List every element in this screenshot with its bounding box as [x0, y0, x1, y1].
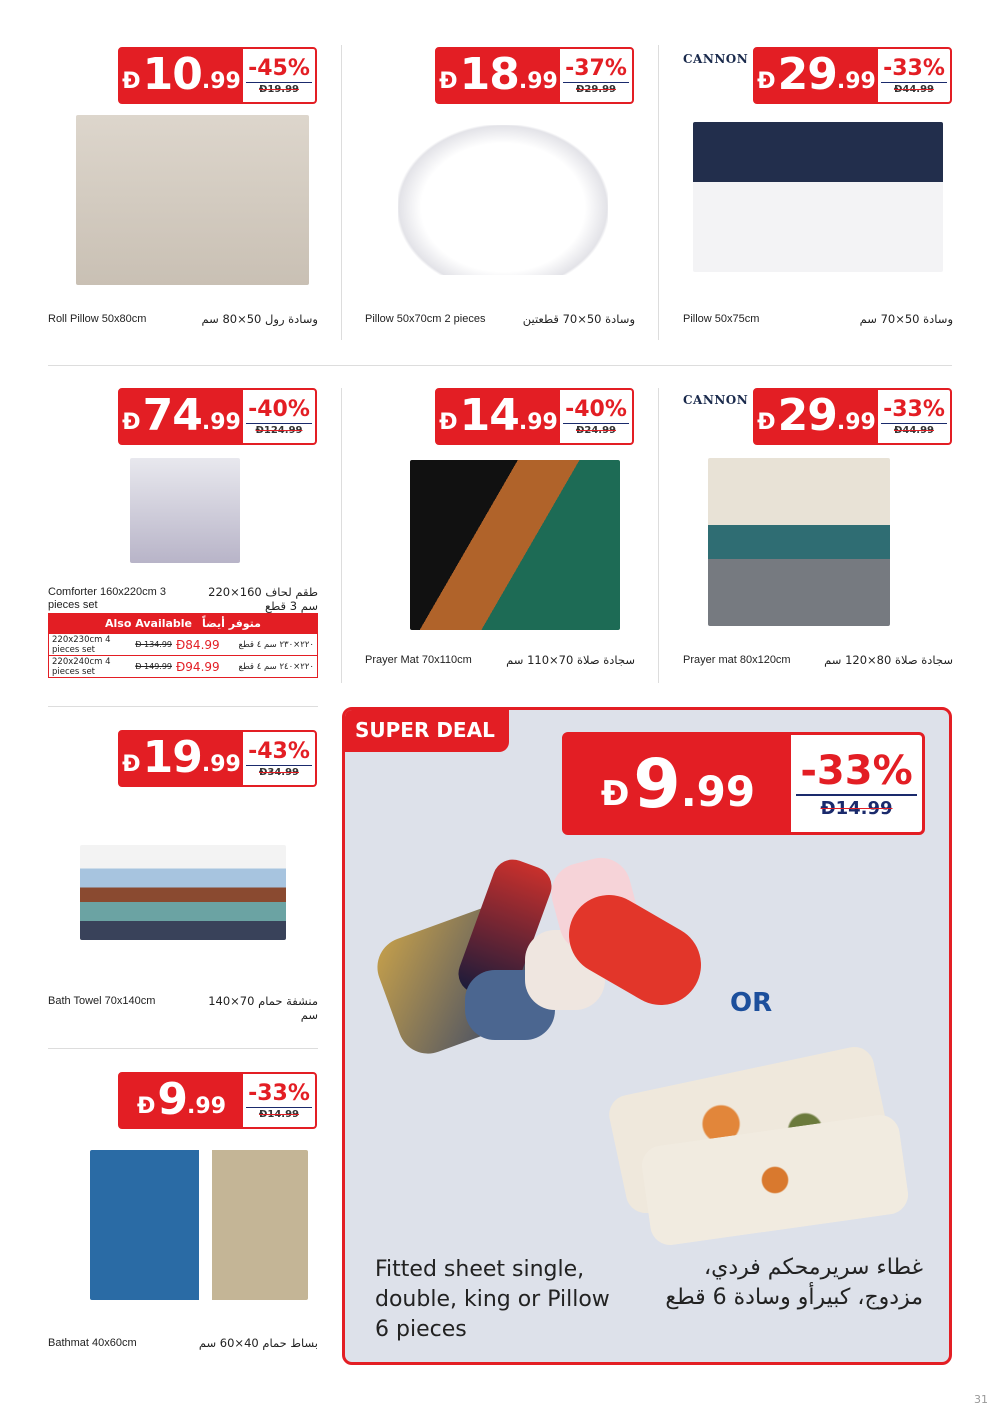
product-image[interactable]	[398, 125, 608, 275]
page-number: 31	[974, 1393, 988, 1406]
super-deal-label: SUPER DEAL	[345, 710, 509, 752]
variant-old-price: Đ 149.99	[135, 662, 172, 671]
product-image[interactable]	[76, 115, 309, 285]
price-main	[120, 732, 243, 785]
price-tag	[118, 47, 317, 104]
product-name-en: Bath Towel 70x140cm	[48, 995, 156, 1007]
variant-new-price: Đ84.99	[176, 637, 220, 652]
discount-badge: -33%	[248, 1081, 310, 1106]
product-name-en: Pillow 50x75cm	[683, 313, 760, 325]
discount-badge: -40%	[565, 397, 627, 422]
price-decimal: .99	[836, 69, 876, 94]
product-name-en: Prayer Mat 70x110cm	[365, 654, 472, 666]
price-decimal: .99	[201, 69, 241, 94]
currency-icon: Đ	[600, 774, 630, 814]
also-available-table	[48, 613, 318, 678]
price-integer: 29	[777, 390, 837, 441]
product-name-ar: طقم لحاف 160×220 سم 3 قطع	[208, 585, 318, 613]
price-integer: 19	[142, 732, 202, 783]
also-available-row	[49, 633, 317, 655]
product-name-ar: سجادة صلاة 80×120 سم	[824, 653, 953, 667]
price-integer: 18	[459, 49, 519, 100]
price-main	[120, 49, 243, 102]
product-name-en: Roll Pillow 50x80cm	[48, 313, 147, 325]
product-image[interactable]	[410, 460, 620, 630]
brand-logo: CANNON	[683, 52, 749, 66]
currency-icon: Đ	[122, 69, 141, 94]
price-tag	[435, 388, 634, 445]
variant-new-price: Đ94.99	[176, 659, 220, 674]
product-name-ar: بساط حمام 40×60 سم	[198, 1336, 318, 1350]
product-image[interactable]	[130, 458, 240, 563]
product-name-ar: وسادة 50×70 قطعتين	[522, 312, 635, 326]
price-integer: 14	[459, 390, 519, 441]
product-image[interactable]	[90, 1150, 308, 1300]
currency-icon: Đ	[136, 1094, 156, 1119]
price-main	[755, 390, 878, 443]
currency-icon: Đ	[439, 69, 458, 94]
discount-badge: -45%	[248, 56, 310, 81]
price-discount-box	[243, 1074, 315, 1127]
also-available-title-en: Also Available	[105, 617, 193, 630]
product-name-ar: سجادة صلاة 70×110 سم	[506, 653, 635, 667]
price-discount-box	[243, 49, 315, 102]
discount-badge: -33%	[796, 748, 916, 796]
product-name-en: Prayer mat 80x120cm	[683, 654, 791, 666]
price-tag	[118, 730, 317, 787]
old-price: Đ34.99	[258, 767, 299, 778]
variant-desc: 220x240cm 4 pieces set	[52, 656, 111, 677]
price-tag	[435, 47, 634, 104]
product-image[interactable]	[708, 458, 890, 626]
price-decimal: .99	[836, 410, 876, 435]
currency-icon: Đ	[439, 410, 458, 435]
old-price: Đ19.99	[258, 84, 299, 95]
variant-old-price: Đ 134.99	[135, 640, 172, 649]
price-tag	[118, 388, 317, 445]
price-main	[437, 49, 560, 102]
price-tag	[753, 388, 952, 445]
old-price: Đ14.99	[258, 1109, 299, 1120]
super-deal-panel	[342, 707, 952, 1365]
old-price: Đ14.99	[820, 798, 893, 819]
price-discount-box	[243, 732, 315, 785]
price-main	[755, 49, 878, 102]
price-decimal: .99	[518, 69, 558, 94]
currency-icon: Đ	[122, 752, 141, 777]
or-text: OR	[730, 988, 773, 1018]
price-main	[120, 390, 243, 443]
also-available-row	[49, 655, 317, 677]
price-integer: 74	[142, 390, 202, 441]
price-tag	[118, 1072, 317, 1129]
discount-badge: -33%	[883, 397, 945, 422]
product-name-en: Comforter 160x220cm 3 pieces set	[48, 586, 166, 611]
product-name-ar: وسادة 50×70 سم	[859, 312, 953, 326]
price-discount-box	[243, 390, 315, 443]
price-decimal: .99	[201, 410, 241, 435]
price-integer: 9	[157, 1074, 188, 1125]
old-price: Đ124.99	[255, 425, 303, 436]
currency-icon: Đ	[757, 410, 776, 435]
price-integer: 9	[633, 745, 681, 824]
old-price: Đ29.99	[575, 84, 616, 95]
product-image[interactable]	[80, 845, 286, 940]
discount-badge: -33%	[883, 56, 945, 81]
discount-badge: -40%	[248, 397, 310, 422]
variant-desc-ar: ٢٢٠×٢٤٠ سم ٤ قطع	[238, 661, 314, 672]
price-discount-box	[560, 49, 632, 102]
variant-desc: 220x230cm 4 pieces set	[52, 634, 111, 655]
price-discount-box	[560, 390, 632, 443]
price-decimal: .99	[187, 1094, 227, 1119]
also-available-title-ar: متوفر أيضاً	[202, 617, 261, 630]
super-deal-name-ar: غطاء سريرمحكم فردي، مزدوج، كبيرأو وسادة 6 قطع	[665, 1255, 923, 1310]
discount-badge: -37%	[565, 56, 627, 81]
super-deal-price-tag	[562, 732, 925, 835]
product-image[interactable]	[693, 122, 943, 272]
currency-icon: Đ	[757, 69, 776, 94]
variant-desc-ar: ٢٢٠×٢٣٠ سم ٤ قطع	[238, 639, 314, 650]
price-tag	[753, 47, 952, 104]
also-available-header	[49, 614, 317, 633]
price-discount-box	[878, 49, 950, 102]
price-decimal: .99	[680, 767, 756, 816]
product-name-ar: منشفة حمام 70×140 سم	[208, 994, 318, 1022]
price-main	[437, 390, 560, 443]
super-deal-name-en: Fitted sheet single, double, king or Pillow 6 pieces	[375, 1257, 610, 1342]
price-decimal: .99	[518, 410, 558, 435]
old-price: Đ44.99	[893, 425, 934, 436]
currency-icon: Đ	[122, 410, 141, 435]
price-decimal: .99	[201, 752, 241, 777]
price-main	[120, 1074, 243, 1127]
old-price: Đ44.99	[893, 84, 934, 95]
old-price: Đ24.99	[575, 425, 616, 436]
discount-badge: -43%	[248, 739, 310, 764]
price-integer: 10	[142, 49, 202, 100]
price-discount-box	[878, 390, 950, 443]
brand-logo: CANNON	[683, 393, 749, 407]
product-name-en: Pillow 50x70cm 2 pieces	[365, 313, 486, 325]
price-integer: 29	[777, 49, 837, 100]
product-name-ar: وسادة رول 50×80 سم	[201, 312, 318, 326]
product-name-en: Bathmat 40x60cm	[48, 1337, 137, 1349]
